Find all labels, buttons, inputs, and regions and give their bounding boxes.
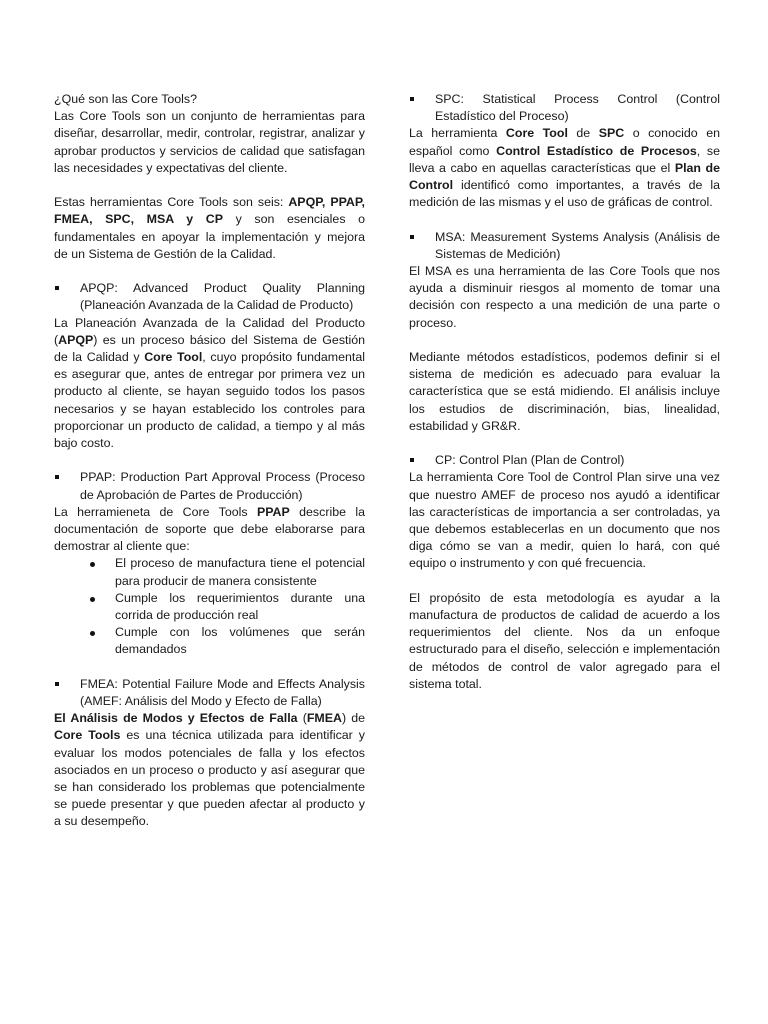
spc-p4: , se lleva a cabo en aquellas características que el [409,143,720,175]
cp-heading [409,452,720,469]
spc-heading-text: SPC: Statistical Process Control (Control Estadístico del Proceso) [435,92,720,124]
bullet-dot-icon [90,597,95,602]
fmea-p3: es una técnica utilizada para identificar y evaluar los modos potenciales de falla y los efectos asociados en un proceso o producto y así asegurar que se han considerado los problemas que potencialmente se puede presentar y que pueden afectar al producto y a su desempeño. [54,728,365,829]
square-bullet-icon [410,458,414,462]
fmea-b1: El Análisis de Modos y Efectos de Falla [54,711,298,726]
apqp-heading-text: APQP: Advanced Product Quality Planning (Planeación Avanzada de la Calidad de Producto) [80,281,365,313]
spc-p2: de [567,126,599,141]
apqp-p1: La Planeación Avanzada de la Calidad del Producto ( [54,315,365,347]
msa-paragraph-2: Mediante métodos estadísticos, podemos definir si el sistema de medición es adecuado para evaluar la característica que se está midiendo. El análisis incluye los estudios de discriminación, bias, linealidad, estabilidad y GR&R. [409,350,720,433]
fmea-b2: FMEA [306,711,342,726]
square-bullet-icon [55,682,59,686]
apqp-p2: ) es un proceso básico del Sistema de Gestión de la Calidad y [54,332,365,365]
spc-heading [409,91,720,125]
fmea-p2: ) de [341,711,365,726]
six-pre: Estas herramientas Core Tools son seis: [54,195,289,210]
intro-title: ¿Qué son las Core Tools? [54,92,198,106]
square-bullet-icon [410,235,414,239]
square-bullet-icon [55,475,59,479]
bullet-dot-icon [90,562,95,567]
fmea-paragraph [54,710,365,830]
apqp-p3: , cuyo propósito fundamental es asegurar que, antes de entregar por primera vez un producto al cliente, se hayan seguido todos los pasos necesarios y se hayan establecido los controles para proporcionar un producto de calidad, a tiempo y al más bajo costo. [54,350,365,451]
list-item [115,624,365,658]
cp-heading-text: CP: Control Plan (Plan de Control) [435,453,625,468]
bullet-text: Cumple los requerimientos durante una corrida de producción real [115,590,365,623]
spc-paragraph [409,125,720,211]
six-post: y son esenciales o fundamentales en apoyar la implementación y mejora de un Sistema de Gestión de la Calidad. [54,212,365,261]
spc-p3: o conocido en español como [409,126,720,158]
apqp-b2: Core Tool [144,350,203,365]
ppap-p1: La herramieneta de Core Tools [54,504,257,519]
msa-heading-text: MSA: Measurement Systems Analysis (Análisis de Sistemas de Medición) [435,229,720,261]
fmea-heading [54,676,365,710]
bullet-text: Cumple con los volúmenes que serán demandados [115,625,365,657]
cp-paragraph: La herramienta Core Tool de Control Plan sirve una vez que nuestro AMEF de proceso nos ayudó a identificar las características de importancia a ser controladas, ya que debemos establecerlas en un documento que nos diga cómo se van a medir, quien lo hará, con qué equipo o instrumento y con qué frecuencia. [409,470,720,571]
spc-b3: Control Estadístico de Procesos [496,143,697,158]
bullet-text: El proceso de manufactura tiene el potencial para producir de manera consistente [115,556,365,588]
fmea-b3: Core Tools [54,728,121,743]
msa-paragraph: El MSA es una herramienta de las Core Tools que nos ayuda a disminuir riesgos al momento de tomar una decisión con respecto a una medición de una parte o proceso. [409,264,720,330]
ppap-paragraph [54,504,365,556]
ppap-p2: describe la documentación de soporte que debe elaborarse para demostrar al cliente que: [54,504,365,554]
right-column [409,91,720,693]
msa-heading [409,229,720,263]
apqp-b1: APQP [58,332,94,347]
list-item [115,555,365,589]
intro-paragraph: Las Core Tools son un conjunto de herramientas para diseñar, desarrollar, medir, controlar, registrar, analizar y aprobar productos y servicios de calidad que satisfagan las necesidades y expectativas del cliente. [54,109,365,175]
ppap-bullet-list [54,555,365,658]
ppap-heading [54,469,365,503]
fmea-p1: ( [297,711,307,726]
apqp-heading [54,280,365,314]
square-bullet-icon [55,286,59,290]
apqp-paragraph [54,315,365,453]
list-item [115,590,365,624]
six-bold: APQP, PPAP, FMEA, SPC, MSA y CP [54,195,365,227]
left-column [54,91,365,831]
ppap-heading-text: PPAP: Production Part Approval Process (Proceso de Aprobación de Partes de Producción) [80,470,365,502]
bullet-dot-icon [90,631,95,636]
spc-p5: identificó como importantes, a través de la medición de las mismas y el uso de gráficas de control. [409,178,720,210]
spc-b1: Core Tool [505,126,568,141]
ppap-b1: PPAP [256,504,290,519]
spc-b4: Plan de Control [409,160,720,193]
spc-p1: La herramienta [409,126,506,141]
spc-b2: SPC [598,126,625,141]
square-bullet-icon [410,97,414,101]
fmea-heading-text: FMEA: Potential Failure Mode and Effects Analysis (AMEF: Análisis del Modo y Efecto de Falla) [80,676,365,709]
six-tools-paragraph [54,194,365,263]
cp-paragraph-2: El propósito de esta metodología es ayudar a la manufactura de productos de calidad de acuerdo a los requerimientos del cliente. Nos da un enfoque estructurado para el diseño, selección e implementación de métodos de control de valor agregado para el sistema total. [409,590,720,691]
